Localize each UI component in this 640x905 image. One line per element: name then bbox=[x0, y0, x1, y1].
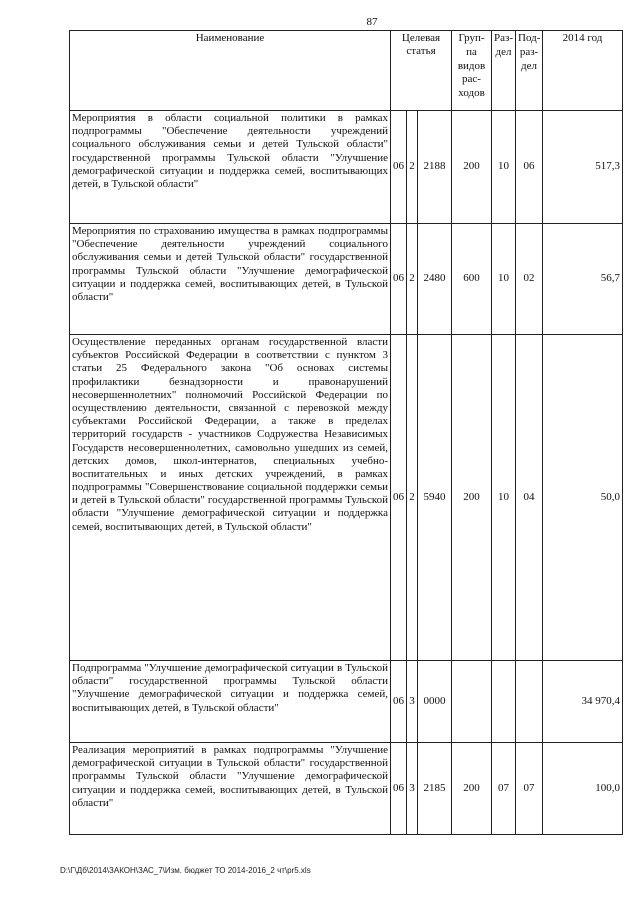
row-amount: 50,0 bbox=[543, 335, 623, 661]
row-section: 10 bbox=[492, 111, 516, 224]
row-article-part2: 2 bbox=[407, 111, 418, 224]
row-article-part2: 3 bbox=[407, 661, 418, 743]
row-subsection: 06 bbox=[516, 111, 543, 224]
row-section bbox=[492, 661, 516, 743]
row-amount: 100,0 bbox=[543, 743, 623, 835]
header-target-article: Целевая статья bbox=[391, 31, 452, 111]
row-name: Мероприятия по страхованию имущества в рамках подпрограммы "Обеспечение деятельности учреждений социального обслуживания семьи и детей Тульской области" государственной программы Тульской области "Улучшение демографической ситуации и поддержка семей, воспитывающих детей, в Тульской области" bbox=[70, 224, 391, 335]
header-section: Раз-дел bbox=[492, 31, 516, 111]
row-article-part1: 06 bbox=[391, 224, 407, 335]
row-article-part3: 2188 bbox=[418, 111, 452, 224]
row-name: Подпрограмма "Улучшение демографической ситуации в Тульской области" государственной программы Тульской области "Улучшение демографической ситуации и поддержка семей, воспитывающих детей, в Тульской области" bbox=[70, 661, 391, 743]
row-subsection: 04 bbox=[516, 335, 543, 661]
table-row bbox=[70, 111, 623, 224]
row-amount: 56,7 bbox=[543, 224, 623, 335]
row-expense-group bbox=[452, 661, 492, 743]
row-section: 07 bbox=[492, 743, 516, 835]
row-article-part1: 06 bbox=[391, 743, 407, 835]
row-article-part1: 06 bbox=[391, 661, 407, 743]
row-section: 10 bbox=[492, 335, 516, 661]
header-name: Наименование bbox=[70, 31, 391, 111]
row-expense-group: 200 bbox=[452, 111, 492, 224]
table-row bbox=[70, 335, 623, 661]
row-expense-group: 200 bbox=[452, 743, 492, 835]
row-article-part1: 06 bbox=[391, 111, 407, 224]
row-subsection: 07 bbox=[516, 743, 543, 835]
table-header-row bbox=[70, 31, 623, 111]
file-path-footer: D:\Г\Дб\2014\ЗАКОН\ЗАС_7\Изм. бюджет ТО 2014-2016_2 чт\pr5.xls bbox=[60, 866, 311, 875]
row-expense-group: 200 bbox=[452, 335, 492, 661]
row-name: Реализация мероприятий в рамках подпрограммы "Улучшение демографической ситуации в Тульской области" государственной программы Тульской области "Улучшение демографической ситуации и поддержка семей, воспитывающих детей, в Тульской области" bbox=[70, 743, 391, 835]
row-article-part2: 3 bbox=[407, 743, 418, 835]
table-row bbox=[70, 661, 623, 743]
table-row bbox=[70, 743, 623, 835]
row-article-part2: 2 bbox=[407, 224, 418, 335]
row-article-part2: 2 bbox=[407, 335, 418, 661]
row-subsection: 02 bbox=[516, 224, 543, 335]
row-amount: 517,3 bbox=[543, 111, 623, 224]
header-year: 2014 год bbox=[543, 31, 623, 111]
row-name: Осуществление переданных органам государственной власти субъектов Российской Федерации в соответствии с пунктом 3 статьи 25 Федерального закона "Об основах системы профилактики безнадзорности и правонарушений несовершеннолетних" полномочий Российской Федерации по осуществлению деятельности, связанной с перевозкой между субъектами Российской Федерации, а также в пределах территорий государств - участников Содружества Независимых Государств несовершеннолетних, самовольно ушедших из семей, детских домов, школ-интернатов, специальных учебно-воспитательных и иных детских учреждений, в рамках подпрограммы "Совершенствование социальной поддержки семьи и детей в Тульской области" государственной программы Тульской области "Улучшение демографической ситуации и поддержка семей, воспитывающих детей, в Тульской области" bbox=[70, 335, 391, 661]
page-number: 87 bbox=[366, 16, 378, 28]
table-row bbox=[70, 224, 623, 335]
budget-table bbox=[69, 30, 623, 835]
row-amount: 34 970,4 bbox=[543, 661, 623, 743]
header-expense-group: Груп-па видов рас-ходов bbox=[452, 31, 492, 111]
row-article-part3: 0000 bbox=[418, 661, 452, 743]
row-article-part1: 06 bbox=[391, 335, 407, 661]
row-expense-group: 600 bbox=[452, 224, 492, 335]
row-article-part3: 5940 bbox=[418, 335, 452, 661]
row-article-part3: 2185 bbox=[418, 743, 452, 835]
header-subsection: Под-раз-дел bbox=[516, 31, 543, 111]
row-section: 10 bbox=[492, 224, 516, 335]
row-article-part3: 2480 bbox=[418, 224, 452, 335]
row-subsection bbox=[516, 661, 543, 743]
row-name: Мероприятия в области социальной политики в рамках подпрограммы "Обеспечение деятельности учреждений социального обслуживания семьи и детей Тульской области" государственной программы Тульской области "Улучшение демографической ситуации и поддержка семей, воспитывающих детей, в Тульской области" bbox=[70, 111, 391, 224]
